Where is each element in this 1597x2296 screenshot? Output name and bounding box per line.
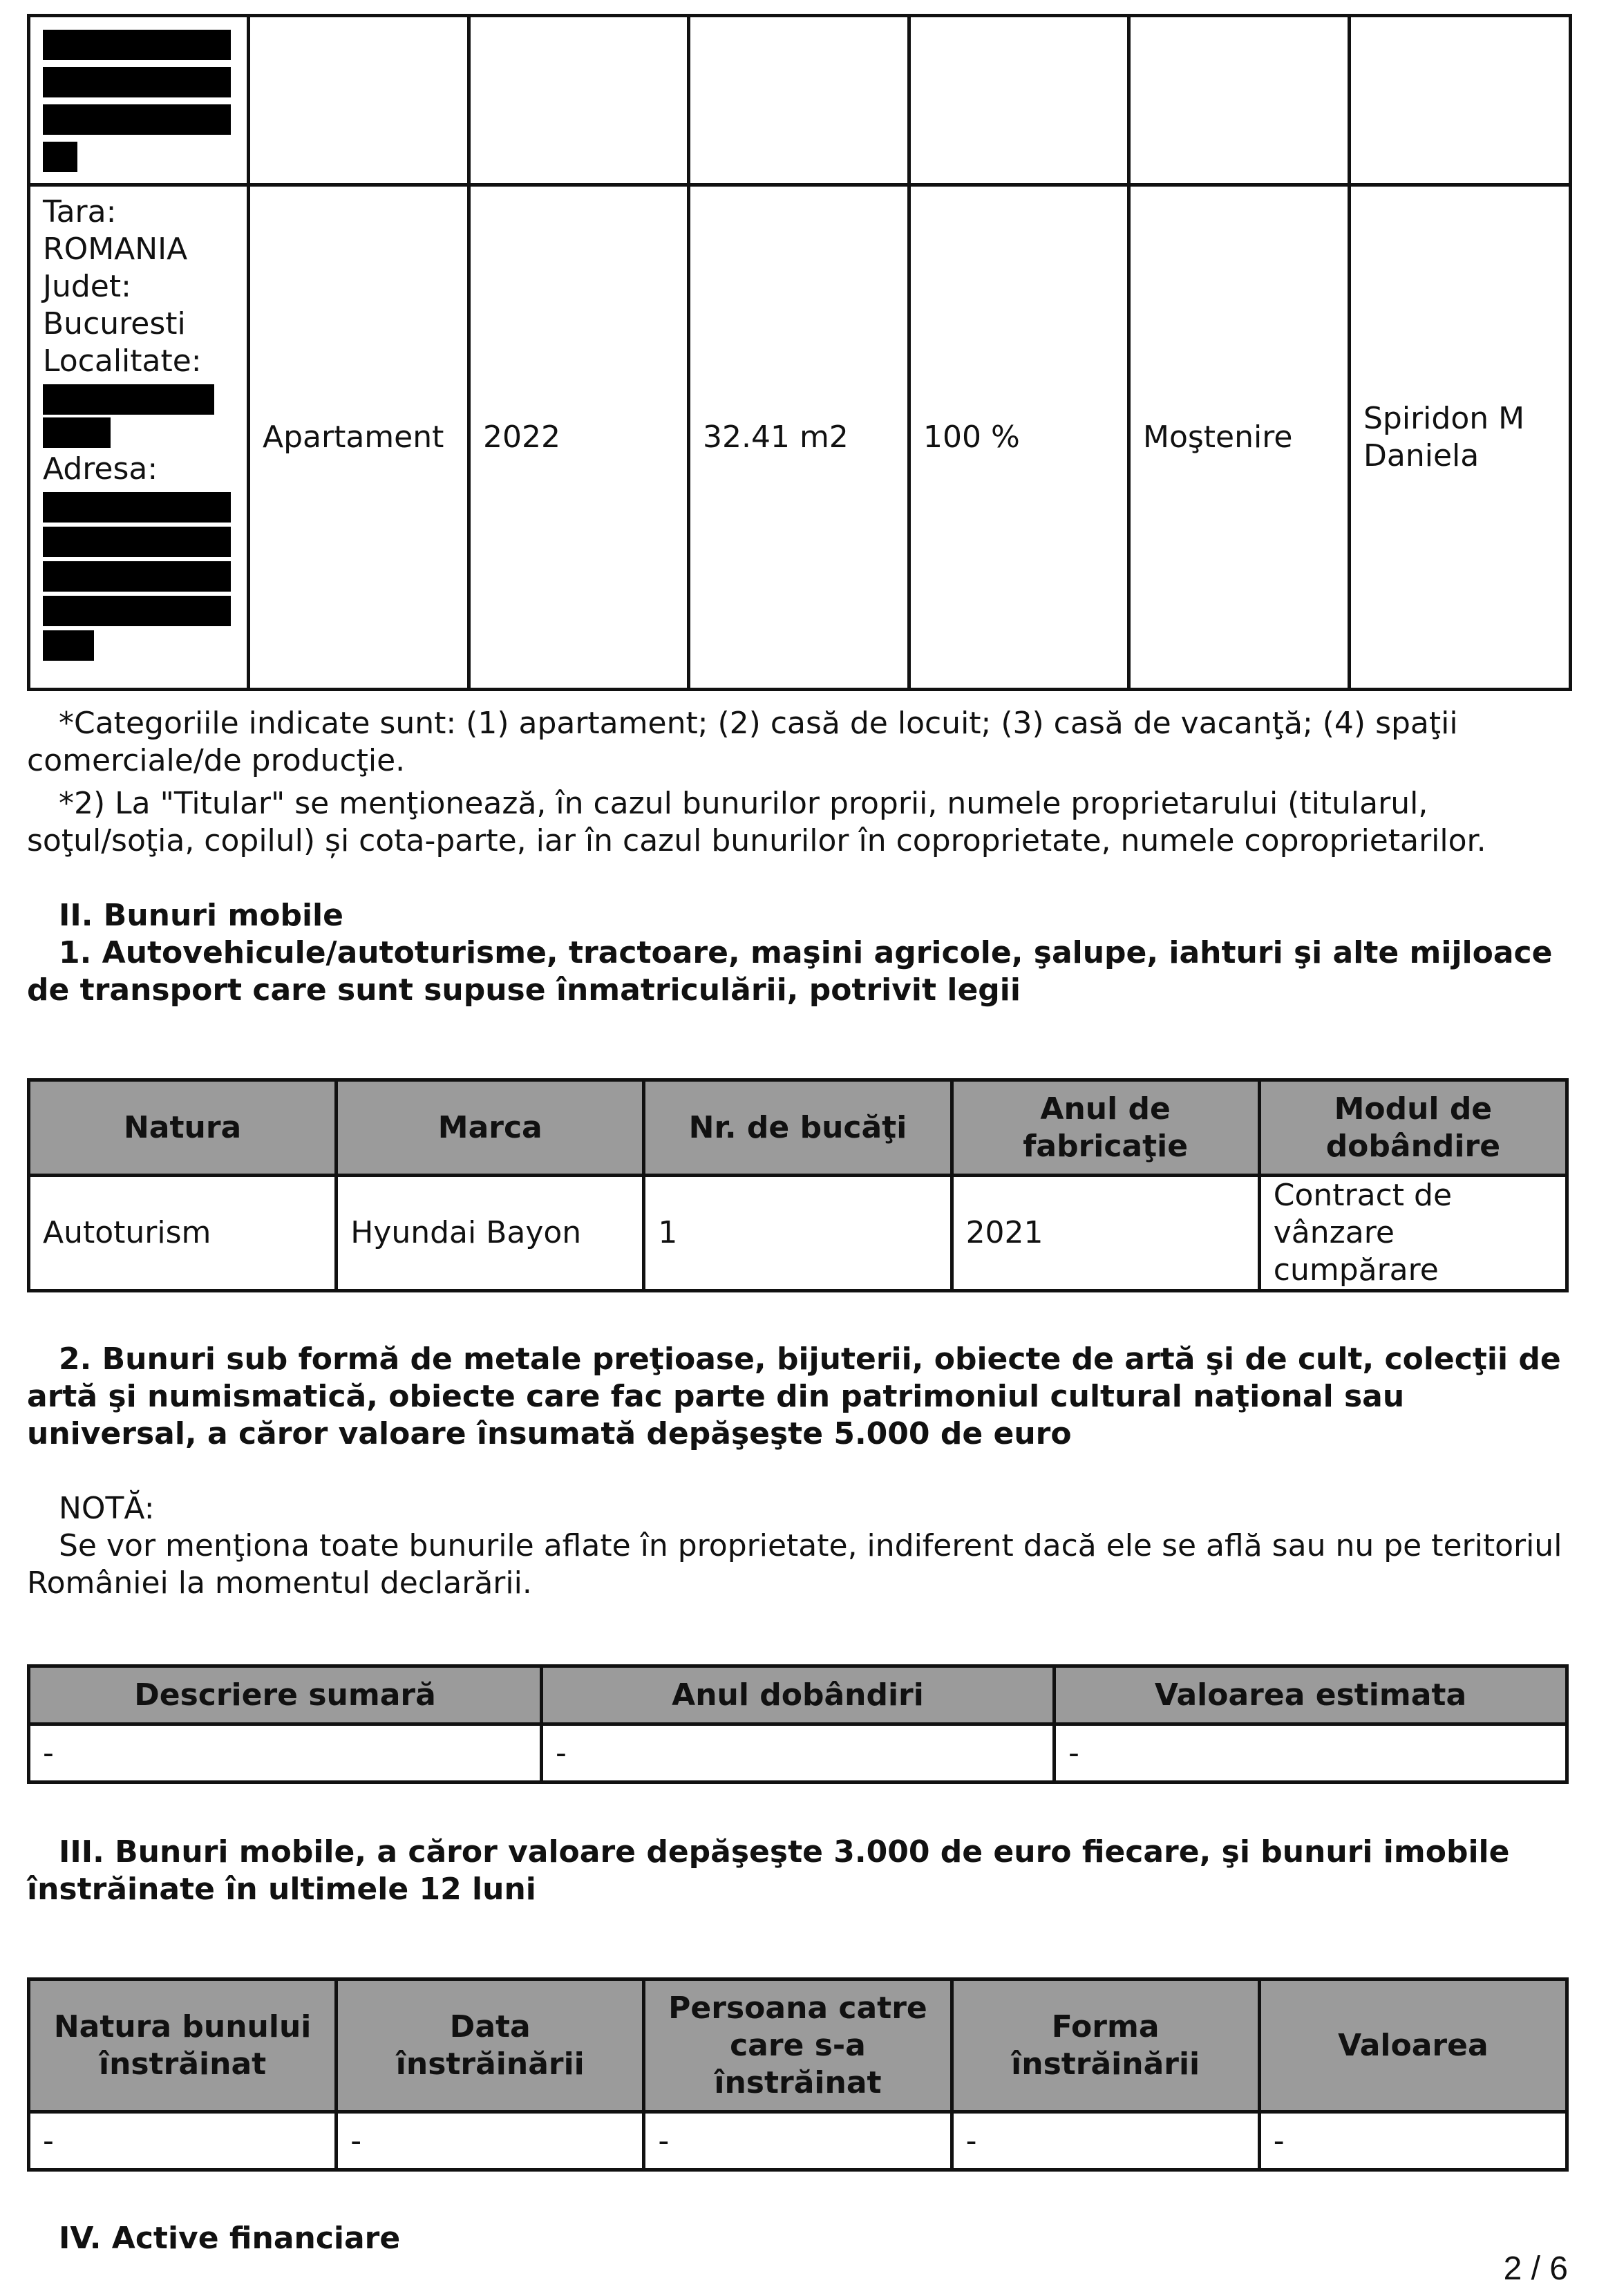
header-cell: Data înstrăinării — [337, 1979, 644, 2112]
table-row — [29, 2112, 1567, 2170]
header-cell: Valoarea estimata — [1055, 1666, 1567, 1724]
table-header-row — [29, 1979, 1567, 2112]
header-cell: Descriere sumară — [29, 1666, 542, 1724]
header-cell: Anul de fabricaţie — [952, 1080, 1259, 1176]
suprafata-cell: 32.41 m2 — [689, 185, 909, 690]
modul-cell: Moştenire — [1129, 185, 1350, 690]
table-cell: - — [1259, 2112, 1567, 2170]
address-line: Tara: — [43, 194, 117, 229]
table-row — [29, 185, 1571, 690]
header-cell: Anul dobândiri — [542, 1666, 1055, 1724]
table-cell: - — [542, 1724, 1055, 1782]
section-iii-title: III. Bunuri mobile, a căror valoare depăşeşte 3.000 de euro fiecare, şi bunuri imobile înstrăinate în ultimele 12 luni — [27, 1834, 1510, 1907]
vehicles-table — [27, 1078, 1569, 1292]
section-ii-sub1: 1. Autovehicule/autoturisme, tractoare, maşini agricole, şalupe, iahturi şi alte mijloace de transport care sunt supuse înmatriculării, potrivit legii — [27, 935, 1553, 1008]
cota-cell: 100 % — [909, 185, 1129, 690]
table-cell: - — [29, 1724, 542, 1782]
header-cell: Valoarea — [1259, 1979, 1567, 2112]
header-cell: Persoana catre care s-a înstrăinat — [644, 1979, 952, 2112]
header-cell: Modul de dobândire — [1259, 1080, 1567, 1176]
header-cell: Nr. de bucăţi — [644, 1080, 952, 1176]
table-cell — [249, 16, 469, 185]
anul-cell: 2022 — [469, 185, 689, 690]
table-cell: 1 — [644, 1176, 952, 1291]
table-row — [29, 16, 1571, 185]
nota-label: NOTĂ: — [59, 1491, 155, 1526]
address-cell — [29, 185, 249, 690]
redacted-block — [43, 142, 77, 172]
table-cell — [469, 16, 689, 185]
table-cell — [1129, 16, 1350, 185]
redacted-block — [43, 104, 231, 135]
table-header-row — [29, 1080, 1567, 1176]
redacted-block — [43, 630, 94, 661]
address-line: Judet: — [43, 269, 131, 304]
section-ii-title: II. Bunuri mobile — [59, 898, 343, 933]
address-line: Adresa: — [43, 451, 158, 487]
page-number: 2 / 6 — [1503, 2250, 1568, 2287]
redacted-block — [43, 527, 231, 557]
redacted-block — [43, 561, 231, 592]
note-categories: *Categoriile indicate sunt: (1) apartament; (2) casă de locuit; (3) casă de vacanţă; (4) spaţii comerciale/de producţie. — [27, 706, 1458, 778]
table-cell: Autoturism — [29, 1176, 337, 1291]
property-table — [27, 14, 1572, 691]
table-cell — [1350, 16, 1571, 185]
document-page — [27, 14, 1569, 2257]
redacted-block — [43, 492, 231, 523]
header-cell: Marca — [337, 1080, 644, 1176]
address-line: ROMANIA — [43, 232, 188, 267]
table-row — [29, 1724, 1567, 1782]
table-cell: - — [952, 2112, 1259, 2170]
table-cell — [909, 16, 1129, 185]
redacted-block — [43, 67, 231, 97]
table-cell: - — [29, 2112, 337, 2170]
titular-cell: Spiridon M Daniela — [1350, 185, 1571, 690]
note-titular: *2) La "Titular" se menţionează, în cazul bunurilor proprii, numele proprietarului (titularul, soţul/soţia, copilul) și cota-parte, iar în cazul bunurilor în coproprietate, numele coproprietarilor. — [27, 786, 1486, 858]
table-cell: 2021 — [952, 1176, 1259, 1291]
table-cell: - — [337, 2112, 644, 2170]
header-cell: Natura — [29, 1080, 337, 1176]
nota-text: Se vor menţiona toate bunurile aflate în proprietate, indiferent dacă ele se află sau nu pe teritoriul României la momentul declarării. — [27, 1528, 1562, 1601]
valuables-table — [27, 1664, 1569, 1784]
address-cell-redacted — [29, 16, 249, 185]
table-row — [29, 1176, 1567, 1291]
table-cell: - — [1055, 1724, 1567, 1782]
table-cell — [689, 16, 909, 185]
table-cell: - — [644, 2112, 952, 2170]
redacted-block — [43, 417, 111, 448]
address-line: Localitate: — [43, 344, 202, 379]
table-cell: Hyundai Bayon — [337, 1176, 644, 1291]
redacted-block — [43, 30, 231, 60]
address-line: Bucuresti — [43, 306, 186, 341]
header-cell: Forma înstrăinării — [952, 1979, 1259, 2112]
table-header-row — [29, 1666, 1567, 1724]
section-ii-sub2: 2. Bunuri sub formă de metale preţioase, bijuterii, obiecte de artă şi de cult, colecţii de artă şi numismatică, obiecte care fac parte din patrimoniul cultural naţional sau universal, a căror valoare însumată depăşeşte 5.000 de euro — [27, 1342, 1561, 1451]
redacted-block — [43, 596, 231, 626]
categoria-cell: Apartament — [249, 185, 469, 690]
redacted-block — [43, 384, 214, 415]
section-iv-title: IV. Active financiare — [59, 2221, 401, 2256]
header-cell: Natura bunului înstrăinat — [29, 1979, 337, 2112]
table-cell: Contract de vânzare cumpărare — [1259, 1176, 1567, 1291]
alienated-table — [27, 1977, 1569, 2172]
